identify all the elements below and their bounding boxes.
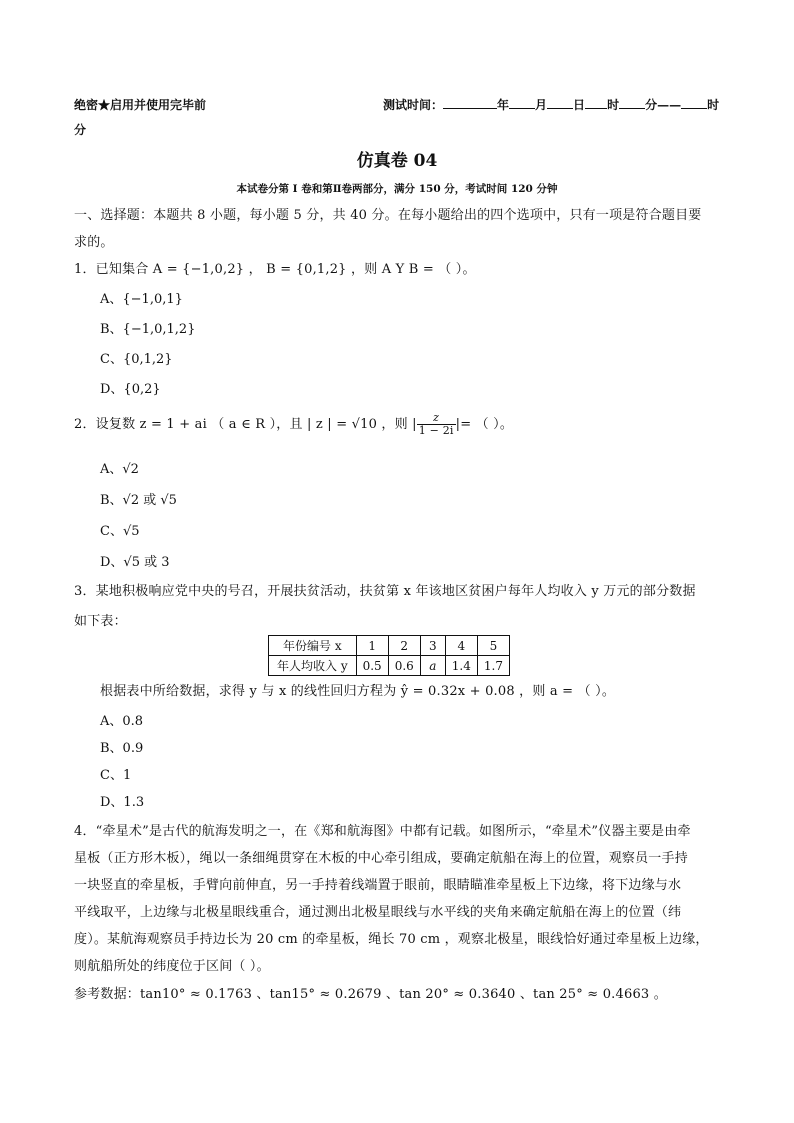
q1-option-b: B、{−1,0,1,2} <box>100 322 196 337</box>
question-4-line: 4．“牵星术”是古代的航海发明之一，在《郑和航海图》中都有记载。如图所示，“牵星术”仪器主要是由牵 <box>74 824 691 839</box>
minute-blank <box>619 97 645 109</box>
q2-option-d: D、√5 或 3 <box>100 555 170 570</box>
page-subtitle: 本试卷分第 I 卷和第Ⅱ卷两部分，满分 150 分，考试时间 120 分钟 <box>236 183 558 195</box>
month-blank <box>509 97 535 109</box>
q3-option-a: A、0.8 <box>100 714 144 729</box>
table-cell: 2 <box>388 636 420 656</box>
q2-fraction <box>417 412 456 437</box>
confidential-notice-cont: 分 <box>74 123 87 137</box>
test-time-label: 测试时间： <box>383 98 444 112</box>
hour-label: 时 <box>607 98 620 112</box>
table-cell: 3 <box>420 636 445 656</box>
page-title: 仿真卷 04 <box>356 151 438 171</box>
section-heading-cont: 求的。 <box>74 235 114 250</box>
table-row <box>269 636 510 656</box>
confidential-notice: 绝密★启用并使用完毕前 <box>74 98 207 112</box>
test-time-line <box>383 96 719 113</box>
q2-fraction-denominator: 1 − 2i <box>418 424 454 437</box>
question-4-line: 一块竖直的牵星板，手臂向前伸直，另一手持着线端置于眼前，眼睛瞄准牵星板上下边缘，将下边缘与水 <box>74 878 682 893</box>
year-blank <box>443 97 497 109</box>
question-2-stem <box>74 412 513 437</box>
question-3-regression: 根据表中所给数据，求得 y 与 x 的线性回归方程为 ŷ = 0.32x + 0.08 ，则 a = （ ）。 <box>100 684 616 699</box>
q1-option-a: A、{−1,0,1} <box>100 292 183 307</box>
question-4-line: 度）。某航海观察员手持边长为 20 cm 的牵星板，绳长 70 cm ，观察北极星，眼线恰好通过牵星板上边缘， <box>74 932 709 947</box>
table-cell: 1 <box>356 636 388 656</box>
month-label: 月 <box>535 98 548 112</box>
table-cell: 4 <box>445 636 477 656</box>
q2-fraction-numerator: z <box>433 411 440 424</box>
q2-option-c: C、√5 <box>100 524 140 539</box>
reference-data: 参考数据：tan10° ≈ 0.1763 、tan15° ≈ 0.2679 、tan 20° ≈ 0.3640 、tan 25° ≈ 0.4663 。 <box>74 987 667 1002</box>
table-cell: 1.7 <box>477 656 509 676</box>
minute-label: 分—— <box>645 98 682 112</box>
section-heading: 一、选择题：本题共 8 小题，每小题 5 分，共 40 分。在每小题给出的四个选项中，只有一项是符合题目要 <box>74 208 702 223</box>
table-cell: 5 <box>477 636 509 656</box>
q1-option-d: D、{0,2} <box>100 382 161 397</box>
q1-option-c: C、{0,1,2} <box>100 352 173 367</box>
question-3-stem-cont: 如下表： <box>74 614 127 629</box>
question-4-line: 则航船所处的纬度位于区间（ ）。 <box>74 959 270 974</box>
table-cell: 0.5 <box>356 656 388 676</box>
q2-stem-part-a: 2．设复数 z = 1 + ai （ a ∈ R ），且 | z | = √10 ，则 | <box>74 417 417 432</box>
day-label: 日 <box>573 98 586 112</box>
question-1-stem: 1．已知集合 A = {−1,0,2} ， B = {0,1,2} ，则 A Y B = （ ）。 <box>74 262 476 277</box>
year-label: 年 <box>497 98 510 112</box>
table-cell: 1.4 <box>445 656 477 676</box>
question-4-line: 星板（正方形木板），绳以一条细绳贯穿在木板的中心牵引组成，要确定航船在海上的位置，观察员一手持 <box>74 851 688 866</box>
q2-stem-part-b: |= （ ）。 <box>455 417 514 432</box>
data-table <box>268 635 510 676</box>
day-blank <box>547 97 573 109</box>
table-header-cell: 年份编号 x <box>269 636 357 656</box>
question-3-stem: 3．某地积极响应党中央的号召，开展扶贫活动，扶贫第 x 年该地区贫困户每年人均收入 y 万元的部分数据 <box>74 584 696 599</box>
hour2-blank <box>681 97 707 109</box>
table-cell: a <box>420 656 445 676</box>
q2-option-a: A、√2 <box>100 462 139 477</box>
table-header-cell: 年人均收入 y <box>269 656 357 676</box>
q3-option-b: B、0.9 <box>100 741 144 756</box>
q2-option-b: B、√2 或 √5 <box>100 493 177 508</box>
table-row <box>269 656 510 676</box>
q3-option-c: C、1 <box>100 768 132 783</box>
hour2-label: 时 <box>707 98 720 112</box>
hour-blank <box>585 97 607 109</box>
q3-option-d: D、1.3 <box>100 795 145 810</box>
table-cell: 0.6 <box>388 656 420 676</box>
question-4-line: 平线取平，上边缘与北极星眼线重合，通过测出北极星眼线与水平线的夹角来确定航船在海上的位置（纬 <box>74 905 682 920</box>
